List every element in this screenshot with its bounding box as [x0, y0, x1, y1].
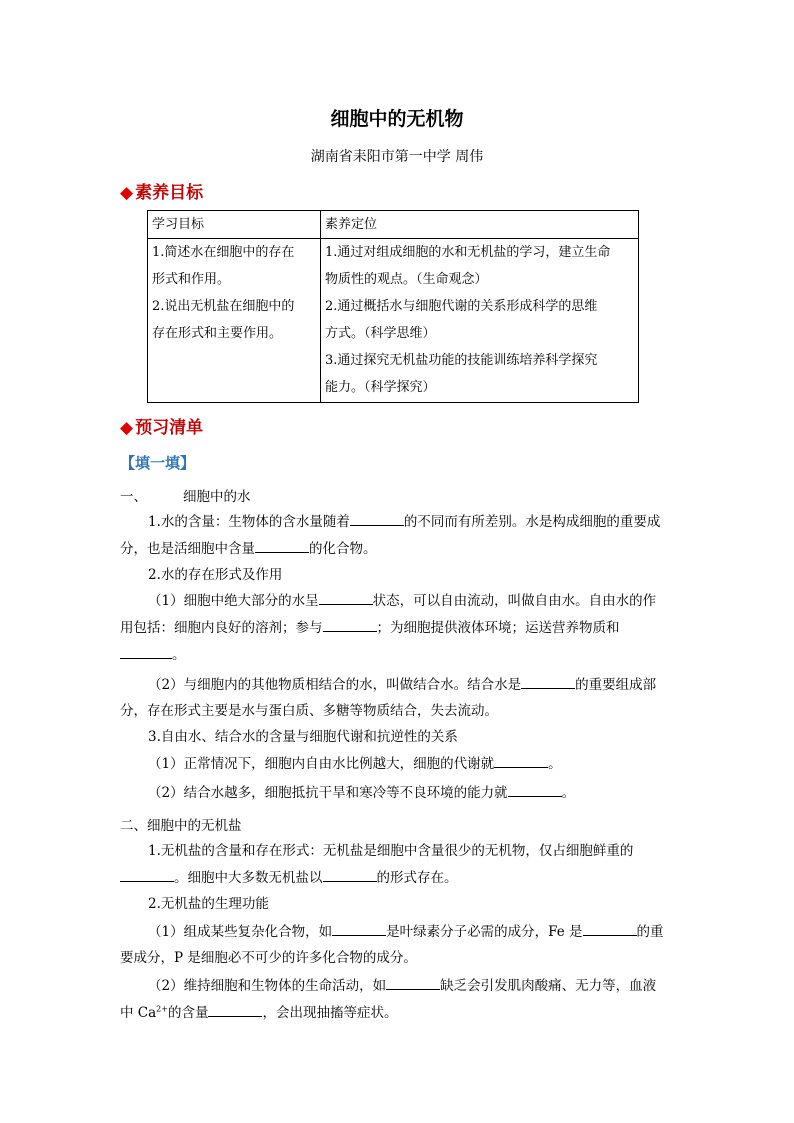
- subsection-salts: 二、细胞中的无机盐: [120, 818, 242, 834]
- subsection-title: 细胞中的水: [183, 489, 251, 505]
- superscript: 2+: [156, 1004, 168, 1014]
- text-span: 分，也是活细胞中含量: [120, 541, 255, 557]
- goal-line: 存在形式和主要作用。: [152, 326, 283, 341]
- fill-blank[interactable]: [508, 783, 562, 797]
- paragraph-line: [148, 752, 562, 772]
- document-title: 细胞中的无机物: [330, 108, 464, 130]
- paragraph-line: [148, 510, 660, 530]
- goals-section-heading: [120, 178, 203, 203]
- text-span: （1）组成某些复杂化合物，如: [148, 924, 333, 940]
- text-span: 用包括：细胞内良好的溶剂；参与: [120, 620, 323, 636]
- text-span: （2）与细胞内的其他物质相结合的水，叫做结合水。结合水是: [148, 677, 522, 693]
- fill-blank[interactable]: [494, 754, 548, 768]
- paragraph-line: 要成分，P 是细胞必不可少的许多化合物的成分。: [120, 950, 417, 966]
- learning-goals-cell: [148, 239, 321, 403]
- paragraph-line: [120, 537, 377, 557]
- competency-cell: [321, 239, 639, 403]
- text-span: （1）细胞中绝大部分的水呈: [148, 593, 319, 609]
- fill-blank[interactable]: [319, 591, 373, 605]
- text-span: （1）正常情况下，细胞内自由水比例越大，细胞的代谢就: [148, 756, 495, 772]
- table-row: [148, 239, 639, 403]
- paragraph-line: [120, 866, 458, 886]
- goal-line: 形式和作用。: [152, 272, 231, 287]
- subsection-water: [120, 485, 251, 505]
- text-span: 的化合物。: [309, 541, 377, 557]
- subsection-number: 一、: [120, 489, 147, 505]
- competency-line: 物质性的观点。（生命观念）: [325, 272, 488, 287]
- text-span: （2）维持细胞和生物体的生命活动，如: [148, 978, 387, 994]
- text-span: 。: [548, 756, 562, 772]
- text-span: ；为细胞提供液体环境；运送营养物质和: [376, 620, 620, 636]
- fill-blank[interactable]: [323, 868, 377, 882]
- text-span: 。: [561, 785, 576, 801]
- paragraph-line: [120, 643, 186, 663]
- fill-in-heading: 【填一填】: [120, 454, 196, 472]
- text-span: 。: [172, 647, 186, 663]
- goal-line: 1.简述水在细胞中的存在: [152, 245, 295, 260]
- text-span: 的重: [636, 924, 664, 940]
- fill-blank[interactable]: [521, 675, 575, 689]
- diamond-icon: ◆: [120, 418, 134, 438]
- fill-blank[interactable]: [323, 618, 377, 632]
- paragraph-line: 1.无机盐的含量和存在形式：无机盐是细胞中含量很少的无机物，仅占细胞鲜重的: [148, 843, 634, 859]
- text-span: 的含量: [167, 1005, 209, 1021]
- table-header-row: [148, 211, 639, 239]
- fill-blank[interactable]: [386, 976, 440, 990]
- goals-table: [147, 210, 639, 403]
- paragraph-line: [148, 920, 664, 940]
- paragraph-line: [148, 673, 656, 693]
- text-span: 的重要组成部: [575, 677, 657, 693]
- paragraph-line: [148, 589, 656, 609]
- text-span: （2）结合水越多，细胞抵抗干旱和寒冷等不良环境的能力就: [148, 785, 508, 801]
- paragraph-line: 2.水的存在形式及作用: [148, 567, 283, 583]
- fill-blank[interactable]: [120, 868, 174, 882]
- paragraph-line: [120, 1001, 397, 1021]
- competency-line: 方式。（科学思维）: [325, 326, 436, 341]
- header-competency: 素养定位: [321, 211, 639, 239]
- preview-section-label: 预习清单: [135, 418, 204, 438]
- fill-blank[interactable]: [583, 922, 637, 936]
- competency-line: 能力。（科学探究）: [325, 380, 436, 395]
- fill-blank[interactable]: [350, 512, 404, 526]
- fill-blank[interactable]: [120, 645, 172, 659]
- paragraph-line: [120, 616, 620, 636]
- text-span: 中 Ca: [120, 1005, 157, 1021]
- paragraph-line: [148, 974, 656, 994]
- paragraph-line: 分，存在形式主要是水与蛋白质、多糖等物质结合，失去流动。: [120, 703, 498, 719]
- paragraph-line: 3.自由水、结合水的含量与细胞代谢和抗逆性的关系: [148, 729, 458, 745]
- paragraph-line: [148, 781, 575, 801]
- text-span: ，会出现抽搐等症状。: [262, 1005, 398, 1021]
- text-span: 。细胞中大多数无机盐以: [174, 870, 323, 886]
- text-span: 的不同而有所差别。水是构成细胞的重要成: [403, 514, 661, 530]
- fill-blank[interactable]: [332, 922, 386, 936]
- text-span: 缺乏会引发肌肉酸痛、无力等，血液: [440, 978, 657, 994]
- diamond-icon: ◆: [120, 183, 134, 203]
- goals-section-label: 素养目标: [135, 183, 204, 203]
- text-span: 1.水的含量：生物体的含水量随着: [148, 514, 350, 530]
- author-line: 湖南省耒阳市第一中学 周伟: [310, 149, 484, 165]
- paragraph-line: 2.无机盐的生理功能: [148, 896, 269, 912]
- competency-line: 1.通过对组成细胞的水和无机盐的学习，建立生命: [325, 245, 611, 260]
- text-span: 是叶绿素分子必需的成分，Fe 是: [386, 924, 583, 940]
- fill-blank[interactable]: [255, 539, 309, 553]
- goal-line: 2.说出无机盐在细胞中的: [152, 299, 295, 314]
- preview-section-heading: [120, 413, 203, 438]
- header-learning-goals: 学习目标: [148, 211, 321, 239]
- fill-blank[interactable]: [208, 1003, 262, 1017]
- text-span: 状态，可以自由流动，叫做自由水。自由水的作: [372, 593, 657, 609]
- text-span: 的形式存在。: [376, 870, 458, 886]
- competency-line: 2.通过概括水与细胞代谢的关系形成科学的思维: [325, 299, 598, 314]
- competency-line: 3.通过探究无机盐功能的技能训练培养科学探究: [325, 353, 598, 368]
